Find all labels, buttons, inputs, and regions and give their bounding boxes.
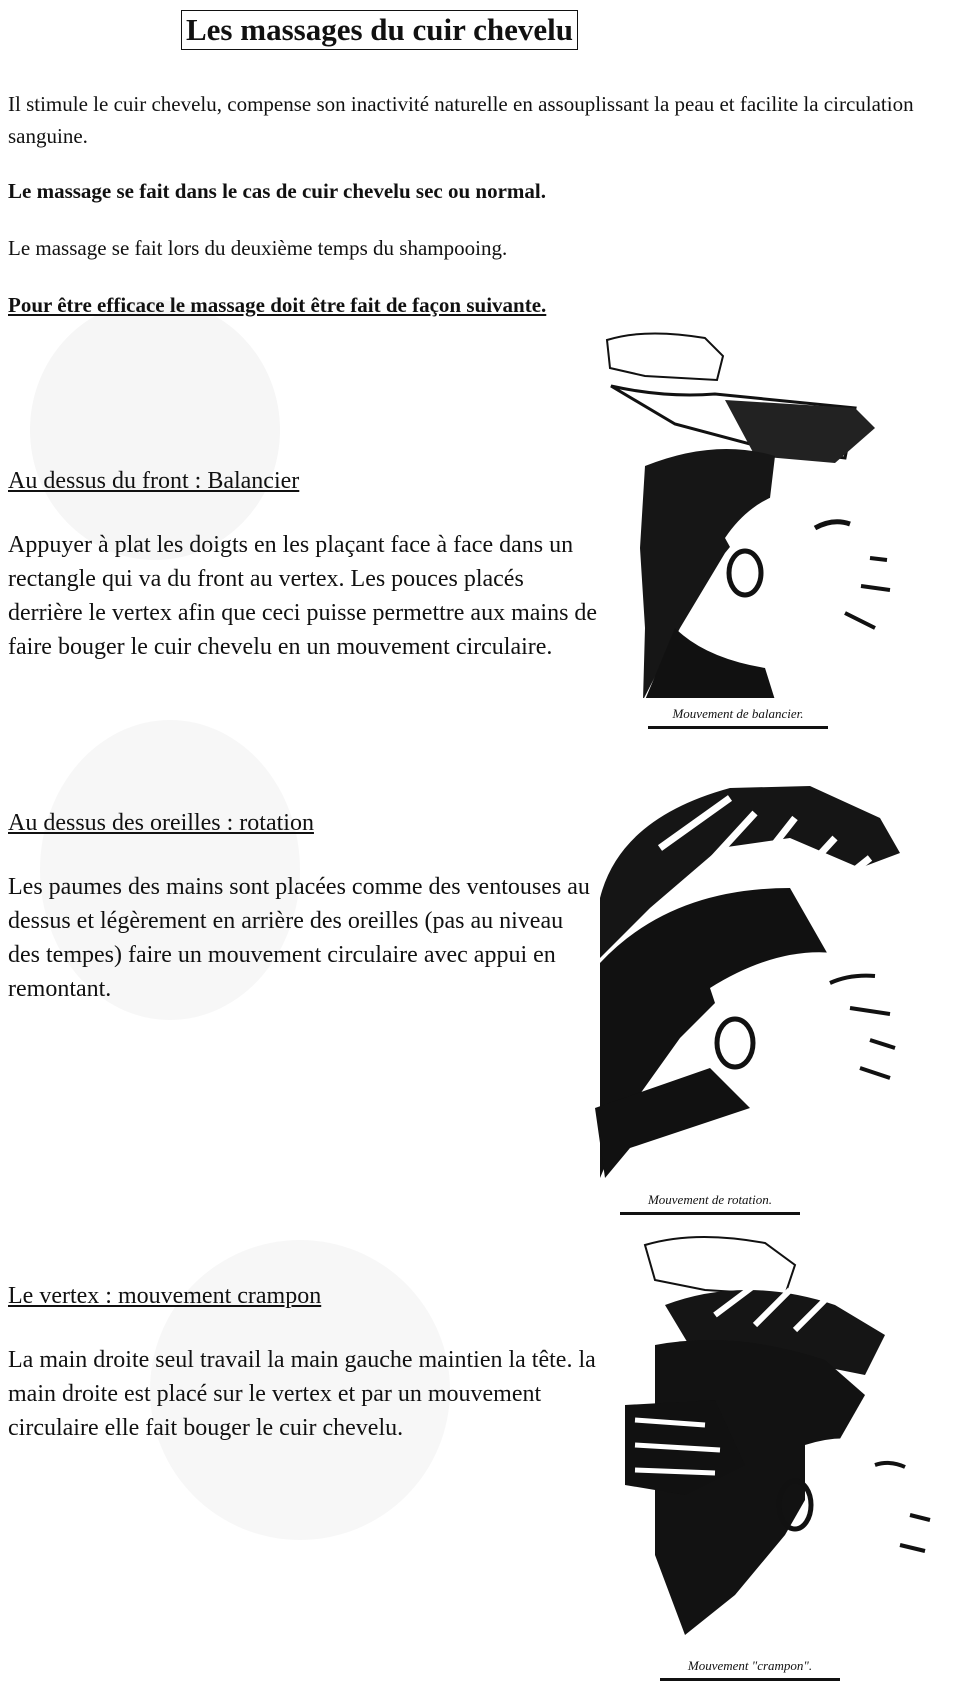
balancier-caption: Mouvement de balancier.	[648, 706, 828, 729]
show-through-shape	[30, 300, 280, 560]
page-title: Les massages du cuir chevelu	[181, 10, 578, 50]
rotation-photo	[590, 778, 920, 1178]
intro-paragraph: Il stimule le cuir chevelu, compense son inactivité naturelle en assouplissant la peau et facilite la circulation sanguine.	[8, 92, 914, 148]
section-title-crampon: Le vertex : mouvement crampon	[8, 1283, 322, 1309]
section-title-balancier: Au dessus du front : Balancier	[8, 468, 300, 494]
crampon-caption: Mouvement "crampon".	[660, 1658, 840, 1681]
balancier-photo	[605, 328, 925, 698]
section-body-crampon: La main droite seul travail la main gauche maintien la tête. la main droite est placé sur le vertex et par un mouvement circulaire elle fait bouger le cuir chevelu.	[8, 1347, 596, 1441]
rotation-caption: Mouvement de rotation.	[620, 1192, 800, 1215]
section-title-rotation: Au dessus des oreilles : rotation	[8, 810, 314, 836]
timing-statement: Le massage se fait lors du deuxième temps du shampooing.	[8, 236, 508, 260]
method-heading: Pour être efficace le massage doit être fait de façon suivante.	[8, 293, 547, 317]
condition-statement: Le massage se fait dans le cas de cuir chevelu sec ou normal.	[8, 179, 546, 203]
crampon-photo	[625, 1235, 945, 1645]
section-body-balancier: Appuyer à plat les doigts en les plaçant face à face dans un rectangle qui va du front au vertex. Les pouces placés derrière le vertex afin que ceci puisse permettre aux mains de faire bouger le cuir chevelu en un mouvement circulaire.	[8, 532, 598, 660]
section-body-rotation: Les paumes des mains sont placées comme des ventouses au dessus et légèrement en arrière des oreilles (pas au niveau des tempes) faire un mouvement circulaire avec appui en remontant.	[8, 874, 590, 1002]
